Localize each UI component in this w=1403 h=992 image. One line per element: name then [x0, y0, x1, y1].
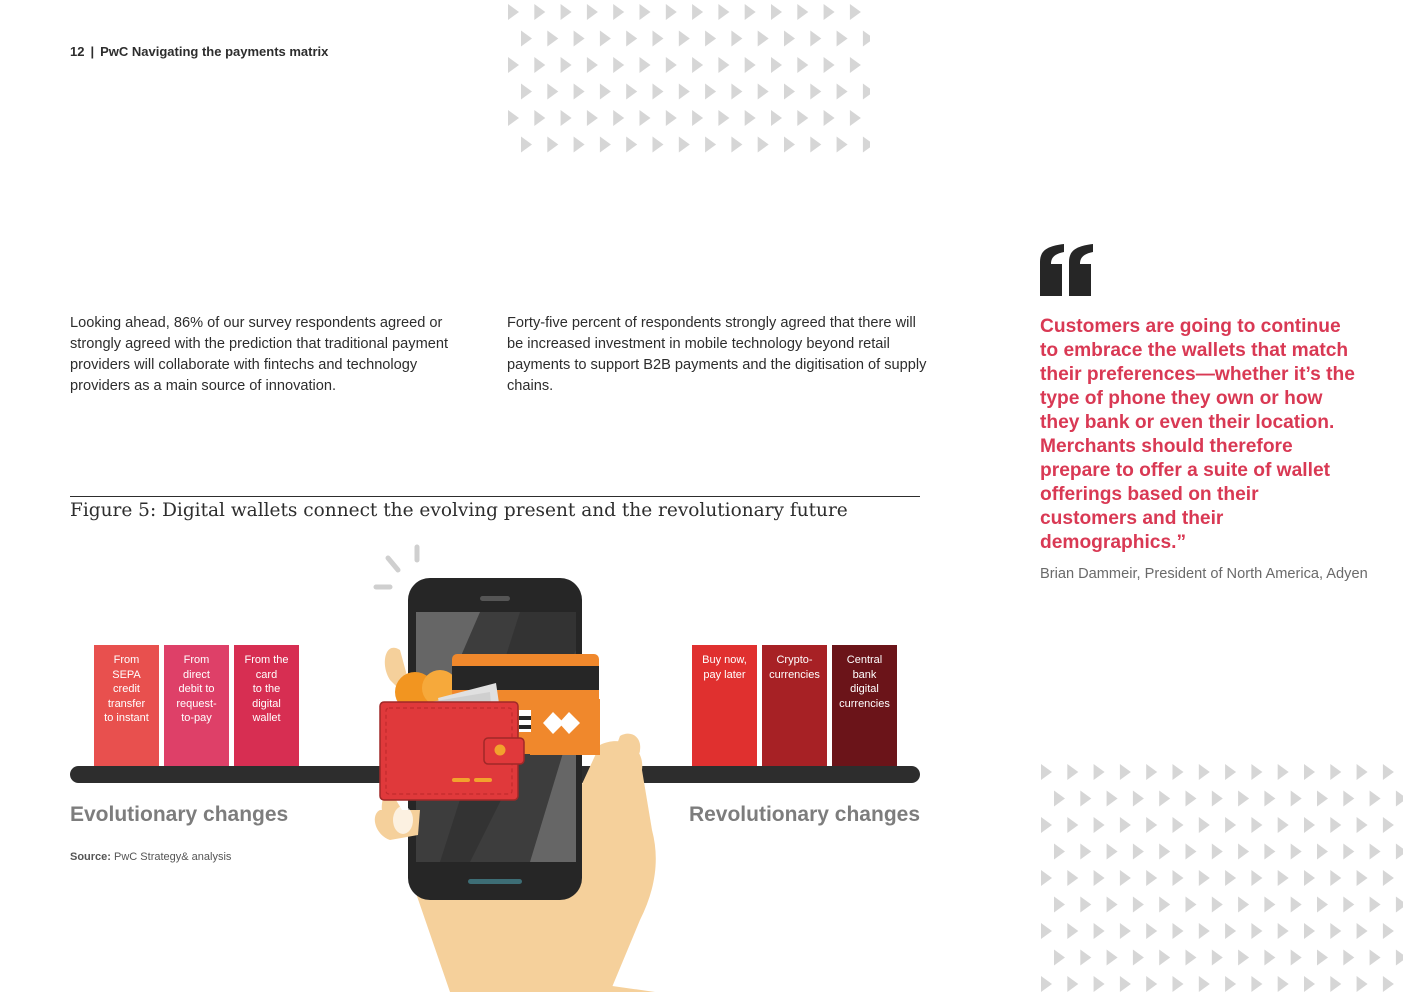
revolutionary-changes-label: Revolutionary changes — [688, 803, 920, 826]
triangle-shape — [1383, 923, 1394, 939]
triangle-shape — [1330, 976, 1341, 992]
triangle-shape — [613, 110, 624, 126]
triangle-shape — [1159, 950, 1170, 966]
triangle-shape — [1146, 976, 1157, 992]
triangle-shape — [863, 84, 870, 100]
triangle-shape — [692, 4, 703, 20]
triangle-shape — [547, 84, 558, 100]
triangle-shape — [561, 110, 572, 126]
triangle-shape — [521, 31, 532, 47]
triangle-shape — [1041, 976, 1052, 992]
triangle-shape — [1120, 923, 1131, 939]
triangle-shape — [1133, 950, 1144, 966]
triangle-shape — [1251, 870, 1262, 886]
triangle-shape — [1278, 870, 1289, 886]
triangle-shape — [600, 137, 611, 153]
triangle-shape — [1396, 897, 1403, 913]
triangle-shape — [574, 84, 585, 100]
triangle-shape — [1080, 791, 1091, 807]
triangle-shape — [797, 110, 808, 126]
header-separator: | — [90, 44, 95, 59]
triangle-shape — [1251, 923, 1262, 939]
triangle-shape — [758, 31, 769, 47]
triangle-shape — [1251, 976, 1262, 992]
triangle-shape — [1120, 817, 1131, 833]
card-label-line: currencies — [839, 697, 890, 710]
triangle-shape — [784, 84, 795, 100]
document-title: PwC Navigating the payments matrix — [100, 44, 329, 59]
triangle-shape — [1291, 791, 1302, 807]
triangle-shape — [850, 110, 861, 126]
triangle-shape — [1264, 844, 1275, 860]
card-label-line: transfer — [107, 697, 146, 710]
triangle-shape — [1383, 817, 1394, 833]
card-label-line: currencies — [769, 668, 820, 681]
triangle-shape — [1304, 817, 1315, 833]
wallet-icon — [380, 702, 531, 800]
triangle-shape — [1304, 976, 1315, 992]
triangle-shape — [1225, 817, 1236, 833]
triangle-shape — [718, 110, 729, 126]
triangle-shape — [1330, 817, 1341, 833]
triangle-shape — [1067, 923, 1078, 939]
triangle-shape — [587, 4, 598, 20]
triangle-shape — [653, 84, 664, 100]
triangle-shape — [1278, 817, 1289, 833]
triangle-shape — [1041, 764, 1052, 780]
triangle-shape — [1396, 950, 1403, 966]
card-label-line: card — [255, 668, 278, 681]
triangle-shape — [1370, 844, 1381, 860]
triangle-shape — [705, 137, 716, 153]
evolutionary-card — [164, 645, 229, 767]
triangle-shape — [1212, 950, 1223, 966]
triangle-shape — [534, 57, 545, 73]
triangle-shape — [731, 84, 742, 100]
triangle-shape — [824, 4, 835, 20]
triangle-shape — [653, 137, 664, 153]
figure-source — [70, 851, 231, 863]
triangle-shape — [705, 31, 716, 47]
triangle-shape — [613, 57, 624, 73]
triangle-shape — [547, 31, 558, 47]
triangle-shape — [771, 4, 782, 20]
triangle-shape — [1094, 764, 1105, 780]
triangle-shape — [837, 31, 848, 47]
card-label-line: Crypto- — [776, 654, 813, 666]
triangle-shape — [547, 137, 558, 153]
triangle-shape — [1080, 844, 1091, 860]
triangle-shape — [1357, 764, 1368, 780]
triangle-shape — [1159, 897, 1170, 913]
triangle-shape — [1304, 923, 1315, 939]
triangle-shape — [1080, 950, 1091, 966]
triangle-shape — [692, 57, 703, 73]
triangle-shape — [1199, 764, 1210, 780]
triangle-shape — [679, 137, 690, 153]
page-number: 12 — [70, 44, 85, 59]
triangle-shape — [1225, 764, 1236, 780]
triangle-shape — [1212, 791, 1223, 807]
triangle-shape — [1264, 897, 1275, 913]
triangle-shape — [745, 4, 756, 20]
triangle-shape — [508, 57, 519, 73]
card-label-line: digital — [850, 683, 879, 695]
triangle-shape — [587, 110, 598, 126]
triangle-shape — [679, 31, 690, 47]
triangle-shape — [640, 110, 651, 126]
triangle-shape — [850, 57, 861, 73]
triangle-shape — [1317, 791, 1328, 807]
triangle-shape — [626, 31, 637, 47]
phone-wallet-illustration — [360, 540, 670, 992]
triangle-shape — [1173, 870, 1184, 886]
triangle-shape — [1264, 950, 1275, 966]
triangle-shape — [574, 31, 585, 47]
triangle-shape — [718, 4, 729, 20]
quote-mark-icon — [1040, 244, 1096, 298]
triangle-shape — [1343, 844, 1354, 860]
triangle-shape — [1107, 844, 1118, 860]
triangle-shape — [1173, 923, 1184, 939]
triangle-shape — [837, 84, 848, 100]
triangle-shape — [797, 4, 808, 20]
triangle-shape — [1212, 844, 1223, 860]
triangle-shape — [1317, 950, 1328, 966]
triangle-shape — [758, 84, 769, 100]
triangle-shape — [626, 84, 637, 100]
triangle-shape — [653, 31, 664, 47]
body-paragraph-1: Looking ahead, 86% of our survey respondents agreed or strongly agreed with the prediction that traditional payment providers will collaborate with fintechs and technology providers as a main source of innovation. — [70, 315, 449, 394]
triangle-shape — [1238, 897, 1249, 913]
triangle-shape — [1396, 791, 1403, 807]
triangle-shape — [771, 57, 782, 73]
triangle-shape — [1357, 976, 1368, 992]
triangle-shape — [1054, 791, 1065, 807]
triangle-shape — [679, 84, 690, 100]
triangle-shape — [1120, 976, 1131, 992]
triangle-shape — [1357, 923, 1368, 939]
card-label-line: to-pay — [181, 712, 212, 724]
triangle-shape — [1330, 764, 1341, 780]
figure-rule — [70, 496, 920, 497]
triangle-shape — [1343, 791, 1354, 807]
quote-attribution: Brian Dammeir, President of North America, Adyen — [1040, 566, 1368, 582]
triangle-shape — [1278, 764, 1289, 780]
triangle-shape — [745, 110, 756, 126]
triangle-shape — [1238, 844, 1249, 860]
triangle-shape — [824, 57, 835, 73]
revolutionary-card — [832, 645, 897, 767]
triangle-shape — [1094, 817, 1105, 833]
triangle-shape — [534, 110, 545, 126]
triangle-shape — [1107, 791, 1118, 807]
card-label-line: From — [183, 654, 210, 666]
triangle-shape — [1067, 764, 1078, 780]
triangle-shape — [508, 4, 519, 20]
revolutionary-card — [692, 645, 757, 767]
card-label-line: to instant — [104, 712, 149, 724]
triangle-shape — [1199, 870, 1210, 886]
triangle-shape — [574, 137, 585, 153]
triangle-shape — [1291, 950, 1302, 966]
triangle-shape — [863, 137, 870, 153]
triangle-shape — [1278, 976, 1289, 992]
triangle-shape — [1291, 844, 1302, 860]
triangle-shape — [1199, 923, 1210, 939]
triangle-shape — [1173, 764, 1184, 780]
figure-title: Figure 5: Digital wallets connect the evolving present and the revolutionary future — [70, 500, 848, 521]
card-label-line: credit — [113, 683, 140, 695]
triangle-shape — [1041, 923, 1052, 939]
triangle-shape — [1080, 897, 1091, 913]
triangle-shape — [1133, 844, 1144, 860]
triangle-shape — [534, 4, 545, 20]
card-label-line: direct — [183, 668, 210, 681]
triangle-shape — [1199, 976, 1210, 992]
triangle-shape — [561, 57, 572, 73]
pull-quote: Customers are going to continue to embrace the wallets that match their preferences—whether it’s the type of phone they own or how they bank or even their location. Merchants should therefore prepare to offer a suite of wallet offerings based on their customers and their demographics.” — [1040, 316, 1355, 553]
triangle-shape — [561, 4, 572, 20]
triangle-shape — [1186, 844, 1197, 860]
triangle-shape — [666, 57, 677, 73]
triangle-shape — [1357, 817, 1368, 833]
triangle-shape — [810, 137, 821, 153]
triangle-shape — [1251, 817, 1262, 833]
triangle-shape — [1186, 791, 1197, 807]
triangle-shape — [692, 110, 703, 126]
triangle-shape — [731, 137, 742, 153]
triangle-shape — [784, 137, 795, 153]
triangle-shape — [1133, 791, 1144, 807]
triangle-shape — [1357, 870, 1368, 886]
card-label-line: debit to — [178, 683, 215, 695]
triangle-shape — [837, 137, 848, 153]
card-label-line: pay later — [703, 668, 746, 681]
triangle-pattern-bottom-right — [1033, 760, 1403, 992]
page-header — [70, 44, 328, 59]
triangle-shape — [1225, 976, 1236, 992]
triangle-shape — [1278, 923, 1289, 939]
triangle-shape — [731, 31, 742, 47]
triangle-shape — [810, 84, 821, 100]
triangle-shape — [1370, 897, 1381, 913]
triangle-shape — [1173, 976, 1184, 992]
revolutionary-card — [762, 645, 827, 767]
triangle-shape — [1094, 976, 1105, 992]
triangle-shape — [1238, 791, 1249, 807]
evolutionary-card — [94, 645, 159, 767]
triangle-shape — [863, 31, 870, 47]
triangle-shape — [587, 57, 598, 73]
triangle-shape — [824, 110, 835, 126]
triangle-pattern-top — [500, 0, 870, 160]
triangle-shape — [1041, 870, 1052, 886]
triangle-shape — [1120, 764, 1131, 780]
triangle-shape — [1264, 791, 1275, 807]
triangle-shape — [1291, 897, 1302, 913]
triangle-shape — [626, 137, 637, 153]
triangle-shape — [1186, 897, 1197, 913]
triangle-shape — [1146, 764, 1157, 780]
triangle-shape — [1094, 870, 1105, 886]
triangle-shape — [758, 137, 769, 153]
card-label-line: Buy now, — [702, 654, 747, 666]
card-label-line: SEPA — [112, 668, 141, 681]
triangle-shape — [784, 31, 795, 47]
source-text: PwC Strategy& analysis — [114, 851, 232, 863]
card-label-line: wallet — [252, 712, 281, 724]
triangle-shape — [1146, 923, 1157, 939]
triangle-shape — [850, 4, 861, 20]
triangle-shape — [1225, 923, 1236, 939]
triangle-shape — [1251, 764, 1262, 780]
triangle-shape — [1146, 870, 1157, 886]
triangle-shape — [1383, 976, 1394, 992]
card-label-line: Central — [846, 654, 883, 666]
triangle-shape — [640, 57, 651, 73]
triangle-shape — [1041, 817, 1052, 833]
card-label-line: digital — [252, 697, 281, 710]
triangle-shape — [1383, 764, 1394, 780]
motion-lines-icon — [376, 547, 417, 587]
triangle-shape — [705, 84, 716, 100]
source-label: Source: — [70, 851, 111, 863]
triangle-shape — [1330, 923, 1341, 939]
triangle-shape — [508, 110, 519, 126]
triangle-shape — [1067, 870, 1078, 886]
triangle-shape — [600, 31, 611, 47]
triangle-shape — [797, 57, 808, 73]
evolutionary-changes-label: Evolutionary changes — [70, 803, 289, 826]
triangle-shape — [718, 57, 729, 73]
triangle-shape — [640, 4, 651, 20]
triangle-shape — [1054, 844, 1065, 860]
card-label-line: From the — [244, 654, 289, 666]
triangle-shape — [1173, 817, 1184, 833]
triangle-shape — [1343, 897, 1354, 913]
triangle-shape — [1317, 844, 1328, 860]
triangle-shape — [1159, 844, 1170, 860]
triangle-shape — [600, 84, 611, 100]
triangle-shape — [1054, 950, 1065, 966]
triangle-shape — [771, 110, 782, 126]
body-paragraph-2: Forty-five percent of respondents strongly agreed that there will be increased investment in mobile technology beyond retail payments to support B2B payments and the digitisation of supply chains. — [507, 315, 927, 394]
triangle-shape — [613, 4, 624, 20]
triangle-shape — [521, 137, 532, 153]
triangle-shape — [1186, 950, 1197, 966]
card-label-line: bank — [852, 668, 877, 681]
triangle-shape — [1199, 817, 1210, 833]
triangle-shape — [1396, 844, 1403, 860]
triangle-shape — [666, 4, 677, 20]
triangle-shape — [1107, 897, 1118, 913]
triangle-shape — [1343, 950, 1354, 966]
triangle-shape — [810, 31, 821, 47]
triangle-shape — [745, 57, 756, 73]
triangle-shape — [1159, 791, 1170, 807]
triangle-shape — [1067, 976, 1078, 992]
triangle-shape — [1146, 817, 1157, 833]
triangle-shape — [1094, 923, 1105, 939]
triangle-shape — [1054, 897, 1065, 913]
triangle-shape — [1317, 897, 1328, 913]
triangle-shape — [1304, 870, 1315, 886]
triangle-shape — [1212, 897, 1223, 913]
card-label-line: to the — [252, 683, 281, 695]
triangle-shape — [1370, 950, 1381, 966]
card-label-line: From — [113, 654, 140, 666]
triangle-shape — [1225, 870, 1236, 886]
card-label-line: request- — [176, 697, 217, 710]
triangle-shape — [1383, 870, 1394, 886]
triangle-shape — [1238, 950, 1249, 966]
triangle-shape — [1107, 950, 1118, 966]
triangle-shape — [521, 84, 532, 100]
triangle-shape — [1304, 764, 1315, 780]
evolutionary-card — [234, 645, 299, 767]
triangle-shape — [1067, 817, 1078, 833]
triangle-shape — [1133, 897, 1144, 913]
triangle-shape — [1370, 791, 1381, 807]
triangle-shape — [666, 110, 677, 126]
triangle-shape — [1330, 870, 1341, 886]
triangle-shape — [1120, 870, 1131, 886]
